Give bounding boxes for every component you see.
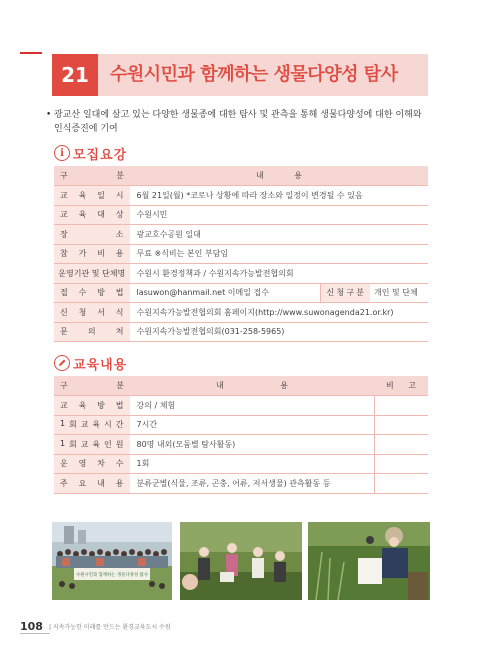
section-title: 모집요강 (73, 147, 128, 163)
table-row (54, 322, 428, 342)
group-photo (52, 522, 172, 600)
table-row (54, 396, 428, 416)
table-row (54, 415, 428, 435)
intro-paragraph (46, 108, 432, 136)
row-value: 수원시민 (130, 205, 428, 225)
row-value: 강의 / 체험 (130, 396, 374, 416)
row-label: 내 용 (256, 171, 302, 180)
row-value: 수원시 환경정책과 / 수원지속가능발전협의회 (130, 264, 428, 284)
row-label: 운 영 차 수 (60, 459, 124, 469)
row-remarks (374, 396, 428, 416)
row-value: lasuwon@hanmail.net 이메일 접수 (130, 283, 320, 303)
row-value: 1회 (130, 454, 374, 474)
photo-strip (52, 522, 430, 600)
row-value: 6월 21일(월) *코로나 상황에 따라 장소와 일정이 변경될 수 있음 (130, 186, 428, 206)
header-cell-remarks (374, 376, 428, 396)
row-value-2: 개인 및 단체 (370, 283, 428, 303)
row-label: 구 분 (60, 381, 124, 390)
header-cell-content (130, 166, 428, 186)
row-label: 교 육 방 법 (60, 400, 124, 410)
table-header-row (54, 166, 428, 186)
section-recruitment-heading (54, 143, 127, 163)
row-label: 문 의 처 (60, 327, 124, 337)
row-value: 광교호수공원 일대 (130, 225, 428, 245)
row-label: 비 고 (386, 381, 416, 390)
table-row (54, 283, 428, 303)
row-label: 장 소 (60, 229, 124, 239)
table-row (54, 264, 428, 284)
row-value: 분류군별(식물, 조류, 곤충, 어류, 저서생물) 관측활동 등 (130, 474, 374, 494)
table-row (54, 454, 428, 474)
plant-observation-photo (308, 522, 430, 600)
header-cell-category (54, 166, 130, 186)
row-value: 무료 ※식비는 본인 부담임 (130, 244, 428, 264)
row-label: 신 청 구 분 (326, 288, 364, 298)
table-row (54, 474, 428, 494)
title-bar (52, 54, 428, 96)
header-cell-category (54, 376, 130, 396)
table-row (54, 303, 428, 323)
page-number: 108 (20, 620, 43, 633)
section-title: 교육내용 (73, 357, 128, 373)
row-value: 수원지속가능발전협의회(031-258-5965) (130, 322, 428, 342)
bullet: • (46, 110, 52, 120)
row-label: 1 회 교 육 시 간 (60, 419, 124, 430)
row-label: 내 용 (216, 381, 288, 390)
row-label: 1 회 교 육 인 원 (60, 438, 124, 449)
recruitment-table (54, 166, 428, 342)
footer-rule (20, 633, 50, 634)
intro-text: 광교산 일대에 살고 있는 다양한 생물종에 대한 탐사 및 관측을 통해 생물다양성에 대한 이해와 인식증진에 기여 (54, 110, 422, 134)
row-label: 교 육 일 시 (60, 190, 124, 200)
header-cell-content (130, 376, 374, 396)
row-remarks (374, 474, 428, 494)
page-title: 수원시민과 함께하는 생물다양성 탐사 (110, 64, 398, 85)
footer-text: | 지속가능한 미래를 만드는 환경교육도시 수원 (48, 624, 171, 631)
table-row (54, 186, 428, 206)
info-icon: i (54, 145, 70, 161)
row-value: 수원지속가능발전협의회 홈페이지(http://www.suwonagenda21.or.kr) (130, 303, 428, 323)
top-rule (20, 52, 42, 54)
program-number: 21 (52, 54, 98, 96)
section-education-heading (54, 353, 127, 373)
row-label: 주 요 내 용 (60, 478, 124, 488)
row-remarks (374, 415, 428, 435)
row-label: 교 육 대 상 (60, 210, 124, 220)
table-row (54, 435, 428, 455)
table-header-row (54, 376, 428, 396)
field-observation-photo (180, 522, 302, 600)
banner-text: 수원시민과 함께하는 생물다양성 탐사 (75, 573, 149, 578)
row-label: 참 가 비 용 (60, 249, 124, 259)
row-label: 신 청 서 식 (60, 307, 124, 317)
table-row (54, 205, 428, 225)
footer (20, 620, 171, 633)
pencil-icon (54, 355, 70, 371)
row-label: 구 분 (60, 171, 124, 180)
table-row (54, 244, 428, 264)
table-row (54, 225, 428, 245)
row-value: 80명 내외(모둠별 탐사활동) (130, 435, 374, 455)
row-value: 7시간 (130, 415, 374, 435)
row-remarks (374, 454, 428, 474)
row-label: 접 수 방 법 (60, 288, 124, 298)
education-table (54, 376, 428, 494)
row-label: 운영기관 및 단체명 (54, 264, 130, 284)
row-remarks (374, 435, 428, 455)
